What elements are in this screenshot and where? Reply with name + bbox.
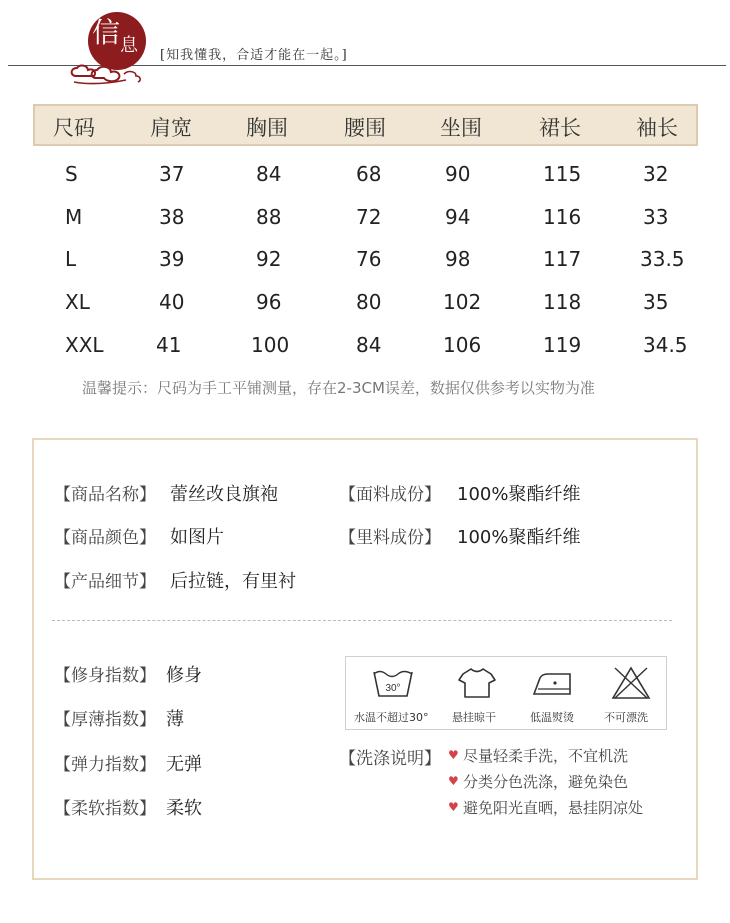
low-iron-icon (532, 666, 576, 700)
bleach-caption: 不可漂洗 (604, 711, 648, 724)
table-cell: L (65, 247, 77, 271)
table-cell: 116 (543, 205, 582, 229)
table-cell: 38 (159, 205, 185, 229)
fabric-label: 【面料成份】 (339, 485, 441, 505)
table-cell: 34.5 (643, 333, 688, 357)
thickness-index-value: 薄 (166, 709, 184, 730)
measurement-note: 温馨提示：尺码为手工平铺测量，存在2-3CM误差，数据仅供参考以实物为准 (82, 379, 595, 397)
product-detail-value: 后拉链，有里衬 (170, 571, 296, 592)
table-cell: 33 (643, 205, 669, 229)
table-cell: 94 (445, 205, 471, 229)
product-color-value: 如图片 (170, 527, 224, 548)
table-cell: 37 (159, 162, 185, 186)
table-cell: M (65, 205, 83, 229)
table-cell: 102 (443, 290, 482, 314)
table-cell: 117 (543, 247, 582, 271)
table-cell: 98 (445, 247, 471, 271)
table-cell: 88 (256, 205, 282, 229)
fabric-value: 100%聚酯纤维 (457, 484, 581, 505)
soft-index-label: 【柔软指数】 (54, 799, 156, 819)
product-color-label: 【商品颜色】 (54, 528, 156, 548)
care-instructions-label: 【洗涤说明】 (339, 749, 441, 769)
table-cell: 100 (251, 333, 290, 357)
table-cell: 41 (156, 333, 182, 357)
hang-dry-caption: 悬挂晾干 (452, 711, 496, 724)
heart-icon: ♥ (448, 774, 459, 788)
table-cell: 115 (543, 162, 582, 186)
table-cell: 84 (256, 162, 282, 186)
care-instruction-item: 分类分色洗涤，避免染色 (463, 773, 629, 791)
thickness-index-label: 【厚薄指数】 (54, 710, 156, 730)
care-instruction-item: 尽量轻柔手洗，不宜机洗 (463, 747, 629, 765)
col-header-size: 尺码 (53, 116, 95, 140)
table-cell: 39 (159, 247, 185, 271)
table-cell: 92 (256, 247, 282, 271)
table-cell: 76 (356, 247, 382, 271)
table-cell: 35 (643, 290, 669, 314)
table-cell: XXL (65, 333, 104, 357)
col-header-length: 裙长 (539, 116, 581, 140)
table-cell: XL (65, 290, 90, 314)
table-cell: 80 (356, 290, 382, 314)
fit-index-label: 【修身指数】 (54, 666, 156, 686)
elastic-index-label: 【弹力指数】 (54, 755, 156, 775)
heart-icon: ♥ (448, 800, 459, 814)
slogan-text: [知我懂我，合适才能在一起。] (160, 48, 348, 63)
table-cell: 84 (356, 333, 382, 357)
table-cell: 33.5 (640, 247, 685, 271)
table-cell: 68 (356, 162, 382, 186)
table-cell: 106 (443, 333, 482, 357)
hang-dry-icon (455, 666, 499, 700)
wash-30-icon (371, 666, 415, 700)
table-cell: 96 (256, 290, 282, 314)
seal-char-2: 息 (120, 35, 138, 56)
lining-label: 【里料成份】 (339, 528, 441, 548)
heart-icon: ♥ (448, 748, 459, 762)
col-header-hip: 坐围 (440, 116, 482, 140)
product-name-value: 蕾丝改良旗袍 (170, 484, 278, 505)
table-cell: 72 (356, 205, 382, 229)
table-cell: 90 (445, 162, 471, 186)
elastic-index-value: 无弹 (166, 754, 202, 775)
col-header-waist: 腰围 (344, 116, 386, 140)
table-cell: S (65, 162, 78, 186)
product-name-label: 【商品名称】 (54, 485, 156, 505)
seal-char-1: 信 (92, 16, 121, 49)
soft-index-value: 柔软 (166, 798, 202, 819)
col-header-bust: 胸围 (246, 116, 288, 140)
lining-value: 100%聚酯纤维 (457, 527, 581, 548)
iron-caption: 低温熨烫 (530, 711, 574, 724)
section-divider (52, 620, 672, 621)
cloud-ornament-icon (66, 62, 156, 88)
col-header-shoulder: 肩宽 (150, 116, 192, 140)
col-header-sleeve: 袖长 (636, 116, 678, 140)
care-instruction-item: 避免阳光直晒，悬挂阴凉处 (463, 799, 644, 817)
fit-index-value: 修身 (166, 665, 202, 686)
wash-caption: 水温不超过30° (354, 711, 429, 724)
no-bleach-icon (609, 666, 653, 700)
product-detail-label: 【产品细节】 (54, 572, 156, 592)
table-cell: 32 (643, 162, 669, 186)
table-cell: 119 (543, 333, 582, 357)
table-cell: 118 (543, 290, 582, 314)
wash-temp-text: 30° (385, 683, 401, 694)
table-cell: 40 (159, 290, 185, 314)
